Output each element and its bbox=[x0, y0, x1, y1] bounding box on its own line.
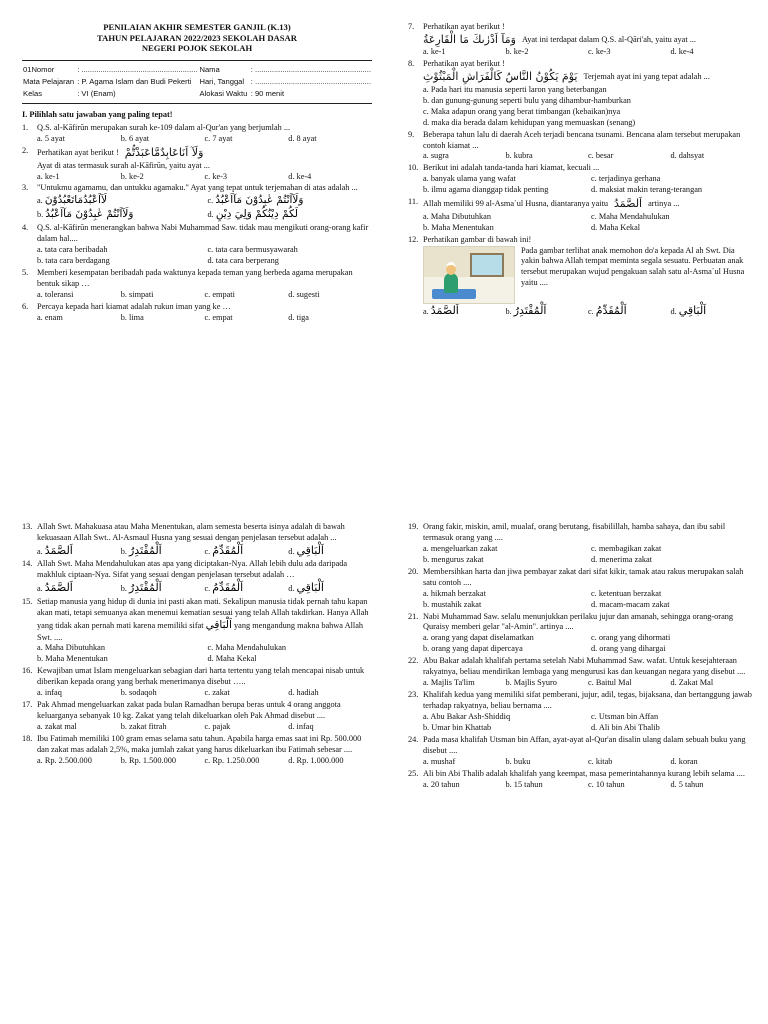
option-letter: a. bbox=[37, 584, 43, 594]
option-d[interactable]: d. tiga bbox=[288, 312, 309, 322]
option-letter: a. bbox=[423, 306, 429, 316]
answer-options bbox=[423, 212, 753, 234]
arabic-name: اَلصَّمَدُ bbox=[614, 197, 643, 211]
option-d[interactable]: d. hadiah bbox=[288, 688, 319, 698]
answer-options bbox=[37, 313, 372, 324]
option-letter: c. bbox=[207, 196, 214, 206]
option-c[interactable]: c. Maha Mendahulukan bbox=[591, 211, 670, 221]
question-7 bbox=[408, 22, 753, 58]
option-a[interactable]: a. ke-1 bbox=[423, 47, 446, 57]
option-c[interactable]: c. Rp. 1.250.000 bbox=[204, 755, 260, 765]
option-arabic: اَلْبَاقِي bbox=[296, 543, 324, 557]
option-arabic: اَلْمُقَدِّمُ bbox=[212, 543, 244, 557]
arabic-verse: وَلَآ اَنَاعَابِدٌمَّاعَبَدْتُّمْ bbox=[124, 146, 204, 160]
question-14 bbox=[22, 559, 372, 595]
option-d[interactable]: d. 8 ayat bbox=[288, 134, 317, 144]
option-arabic: لَكُمْ دِيْنُكُمْ وَلِيَ دِيْنِ bbox=[215, 208, 298, 221]
answer-options bbox=[423, 757, 753, 768]
option-c[interactable]: c. ketentuan berzakat bbox=[591, 588, 662, 598]
question-25 bbox=[408, 769, 753, 791]
option-a[interactable]: a. tata cara beribadah bbox=[37, 244, 108, 254]
question-text: Pada masa khalifah Utsman bin Affan, ayat-ayat al-Qur'an disalin ulang dalam sebuah buku yang disebut .... bbox=[423, 734, 746, 755]
option-d[interactable]: d. tata cara berperang bbox=[207, 255, 279, 265]
question-6 bbox=[22, 302, 372, 324]
question-text: Memberi kesempatan beribadah pada waktunya kepada teman yang berbeda agama merupakan bentuk sikap … bbox=[37, 267, 353, 288]
question-number: 20. bbox=[408, 566, 419, 576]
option-d[interactable] bbox=[671, 304, 754, 319]
option-a[interactable]: a. Pada hari itu manusia seperti laron yang beterbangan bbox=[423, 84, 607, 94]
answer-options bbox=[423, 47, 753, 58]
option-b[interactable]: b. ilmu agama dianggap tidak penting bbox=[423, 185, 549, 195]
answer-options bbox=[423, 151, 753, 162]
answer-options bbox=[423, 304, 753, 319]
question-text: Perhatikan ayat berikut ! bbox=[423, 22, 505, 31]
question-text: Perhatikan ayat berikut ! bbox=[423, 59, 505, 69]
option-b[interactable]: b. Maha Menentukan bbox=[423, 222, 494, 232]
option-c[interactable]: c. tata cara bermusyawarah bbox=[207, 244, 298, 254]
option-b[interactable] bbox=[506, 304, 589, 319]
column-bottom-left bbox=[22, 522, 372, 768]
option-d[interactable] bbox=[288, 544, 372, 559]
option-letter: b. bbox=[37, 210, 44, 220]
option-a[interactable]: a. hikmah berzakat bbox=[423, 588, 486, 598]
header-line-2: TAHUN PELAJARAN 2022/2023 SEKOLAH DASAR bbox=[97, 32, 297, 43]
question-number: 24. bbox=[408, 734, 419, 744]
question-text: Ayat ini terdapat dalam Q.S. al-Qāri'ah, yaitu ayat ... bbox=[521, 34, 696, 44]
option-b[interactable]: b. 15 tahun bbox=[505, 779, 543, 789]
question-20 bbox=[408, 567, 753, 611]
option-letter: a. bbox=[37, 196, 43, 206]
answer-options bbox=[37, 172, 372, 183]
option-letter: c. bbox=[204, 546, 211, 556]
answer-options bbox=[37, 643, 372, 665]
question-text: Ali bin Abi Thalib adalah khalifah yang keempat, masa pemerintahannya kurang lebih selama .... bbox=[423, 768, 745, 778]
option-arabic: اَلْمُقَدِّمُ bbox=[595, 303, 627, 317]
question-text: Q.S. al-Kāfirūn menerangkan bahwa Nabi Muhammad Saw. tidak mau mengikuti orang-orang kafir dalam hal.... bbox=[37, 223, 369, 244]
option-b[interactable]: b. Umar bin Khattab bbox=[423, 722, 492, 732]
option-a[interactable]: a. orang yang dapat diselamatkan bbox=[423, 633, 534, 643]
option-arabic: اَلْمُقْتَدِرُ bbox=[513, 303, 547, 317]
question-text: Pada gambar terlihat anak memohon do'a kepada Al ah Swt. Dia yakin bahwa Allah tempat meminta segala sesuatu. Perbuatan anak tersebut merupakan wujud pengakuan salah satu al-Asma`ul Husna yaitu .... bbox=[521, 245, 745, 288]
question-number: 5. bbox=[22, 267, 29, 277]
column-top-left bbox=[22, 22, 372, 325]
option-d[interactable] bbox=[208, 208, 373, 222]
answer-options bbox=[37, 194, 372, 222]
question-15 bbox=[22, 597, 372, 666]
option-c[interactable]: c. 10 tahun bbox=[588, 779, 625, 789]
option-b[interactable]: b. kubra bbox=[505, 151, 533, 161]
option-d[interactable]: d. menerima zakat bbox=[591, 554, 653, 564]
question-number: 3. bbox=[22, 183, 29, 193]
question-8 bbox=[408, 59, 753, 128]
option-a[interactable]: a. Maha Dibutuhkan bbox=[423, 211, 491, 221]
question-13 bbox=[22, 522, 372, 558]
option-arabic: اَلصَّمَدُ bbox=[44, 543, 73, 557]
praying-child-illustration bbox=[423, 246, 515, 304]
option-d[interactable]: d. Rp. 1.000.000 bbox=[288, 755, 344, 765]
option-d[interactable]: d. ke-4 bbox=[670, 47, 694, 57]
question-text: Pak Ahmad mengeluarkan zakat pada bulan Ramadhan berupa beras untuk 4 orang anggota keluarganya sebanyak 10 kg. Zakat yang telah dikeluarkan oleh Pak Ahmad disebut .... bbox=[37, 700, 341, 721]
answer-options bbox=[423, 633, 753, 655]
option-b[interactable]: b. Rp. 1.500.000 bbox=[120, 755, 177, 765]
question-3 bbox=[22, 183, 372, 222]
question-text: Beberapa tahun lalu di daerah Aceh terjadi bencana tsunami. Bencana alam tersebut merupakan contoh kiamat ... bbox=[423, 129, 741, 150]
option-letter: d. bbox=[288, 546, 295, 556]
answer-options bbox=[423, 174, 753, 196]
option-a[interactable]: a. banyak ulama yang wafat bbox=[423, 174, 516, 184]
question-2 bbox=[22, 146, 372, 182]
question-10 bbox=[408, 163, 753, 196]
option-letter: c. bbox=[204, 584, 211, 594]
mapel-label: Mata Pelajaran bbox=[23, 77, 75, 87]
option-c[interactable]: c. pajak bbox=[204, 722, 231, 732]
option-arabic: وَلَآاَنْتُمْ عٰبِدُوْنَ مَآاَعْبُدُ bbox=[215, 194, 304, 207]
option-d[interactable]: d. maka dia berada dalam kehidupan yang memuaskan (senang) bbox=[423, 117, 636, 127]
question-text: Kewajiban umat Islam mengeluarkan sebagian dari harta tertentu yang telah mencapai nisab untuk diberikan kepada orang yang berhak menerimanya disebut ….. bbox=[37, 666, 365, 687]
option-a[interactable]: a. 20 tahun bbox=[423, 779, 460, 789]
arabic-name: اَلْبَاقِي bbox=[205, 618, 232, 631]
option-arabic: اَلْمُقْتَدِرُ bbox=[128, 543, 162, 557]
option-c[interactable]: c. Maka adapun orang yang berat timbangan (kebaikan)nya bbox=[423, 106, 621, 116]
hari-field[interactable]: : ....................................................... bbox=[250, 77, 371, 87]
question-number: 6. bbox=[22, 301, 29, 311]
option-c[interactable]: c. ke-3 bbox=[204, 171, 228, 181]
question-12 bbox=[408, 235, 753, 318]
option-d[interactable]: d. Maha Kekal bbox=[591, 222, 641, 232]
option-b[interactable] bbox=[121, 581, 205, 596]
option-a[interactable] bbox=[37, 581, 121, 596]
answer-options bbox=[37, 245, 372, 267]
answer-options bbox=[37, 544, 372, 559]
question-number: 14. bbox=[22, 559, 33, 569]
option-letter: a. bbox=[37, 546, 43, 556]
answer-options bbox=[37, 688, 372, 699]
option-d[interactable]: d. dahsyat bbox=[670, 151, 705, 161]
option-c[interactable]: c. 7 ayat bbox=[204, 134, 233, 144]
nomor-label: 01Nomor bbox=[23, 65, 55, 75]
option-c[interactable]: c. Utsman bin Affan bbox=[591, 711, 659, 721]
question-text: "Untukmu agamamu, dan untukku agamaku." Ayat yang tepat untuk terjemahan di atas adalah ... bbox=[37, 183, 358, 193]
question-text: Khalifah kedua yang memiliki sifat pemberani, jujur, adil, tegas, bijaksana, dan bertanggung jawab terhadap rakyatnya, beliau bernama .... bbox=[423, 690, 752, 710]
waktu-label: Alokasi Waktu bbox=[199, 89, 248, 99]
question-number: 4. bbox=[22, 223, 29, 233]
question-text: Allah Swt. Maha Mendahulukan atas apa yang diciptakan-Nya. Allah lebih dulu ada daripada makhluk ciptaan-Nya. Sifat yang sesuai dengan penjelasan tersebut adalah … bbox=[37, 559, 348, 580]
option-a[interactable]: a. ke-1 bbox=[37, 171, 60, 181]
question-number: 1. bbox=[22, 123, 29, 133]
question-number: 12. bbox=[408, 234, 419, 244]
option-b[interactable]: b. dan gunung-gunung seperti bulu yang dihambur-hamburkan bbox=[423, 95, 631, 105]
question-text: artinya ... bbox=[648, 199, 680, 208]
option-a[interactable] bbox=[37, 194, 202, 208]
header-line-3: NEGERI POJOK SEKOLAH bbox=[141, 43, 253, 54]
option-c[interactable]: c. Baitul Mal bbox=[588, 678, 632, 688]
option-a[interactable]: a. zakat mal bbox=[37, 722, 77, 732]
option-d[interactable]: d. maksiat makin terang-terangan bbox=[591, 185, 703, 195]
question-number: 22. bbox=[408, 656, 419, 666]
option-c[interactable]: c. kitab bbox=[588, 756, 613, 766]
identity-divider bbox=[22, 103, 372, 104]
option-c[interactable]: c. orang yang dihormati bbox=[591, 633, 671, 643]
answer-options bbox=[37, 581, 372, 596]
question-text: Ayat di atas termasuk surah al-Kāfirūn, yaitu ayat ... bbox=[37, 160, 210, 170]
question-text: Perhatikan ayat berikut ! bbox=[37, 147, 119, 157]
answer-options bbox=[423, 589, 753, 611]
option-b[interactable]: b. ke-2 bbox=[120, 171, 144, 181]
option-c[interactable]: c. ke-3 bbox=[588, 47, 611, 57]
answer-options bbox=[423, 678, 753, 689]
question-text: Abu Bakar adalah khalifah pertama setelah Nabi Muhammad Saw. wafat. Untuk kesejahteraan rakyatnya, beliau mendirikan lembaga yang mengurusi kas dan keuangan negara yang disebut .... bbox=[423, 656, 746, 677]
answer-options bbox=[37, 290, 372, 301]
question-18 bbox=[22, 734, 372, 767]
option-d[interactable]: d. infaq bbox=[288, 722, 314, 732]
question-text: Terjemah ayat ini yang tepat adalah ... bbox=[583, 72, 710, 82]
question-11 bbox=[408, 197, 753, 233]
option-b[interactable]: b. sodaqoh bbox=[120, 688, 157, 698]
question-number: 11. bbox=[408, 197, 419, 207]
option-d[interactable]: d. orang yang dihargai bbox=[591, 644, 666, 654]
question-text: Setiap manusia yang hidup di dunia ini pasti akan mati. Sekalipun manusia tidak pernah tahu kapan akan mati, tetapi semuanya akan menemui kematian sesuai yang telah Allah takdirkan. Hanya Allah yang tidak akan pernah mati karena memiliki sifat bbox=[37, 596, 369, 630]
header-line-1: PENILAIAN AKHIR SEMESTER GANJIL (K.13) bbox=[103, 22, 291, 32]
option-a[interactable]: a. mengeluarkan zakat bbox=[423, 543, 498, 553]
option-b[interactable] bbox=[37, 208, 202, 222]
option-d[interactable]: d. 5 tahun bbox=[670, 779, 704, 789]
option-c[interactable]: c. terjadinya gerhana bbox=[591, 174, 661, 184]
question-text: Berikut ini adalah tanda-tanda hari kiamat, kecuali ... bbox=[423, 163, 600, 173]
option-letter: d. bbox=[288, 584, 295, 594]
option-c[interactable]: c. zakat bbox=[204, 688, 230, 698]
section-title: I. Pilihlah satu jawaban yang paling tepat! bbox=[22, 110, 173, 120]
option-b[interactable]: b. mengurus zakat bbox=[423, 554, 484, 564]
option-a[interactable]: a. mushaf bbox=[423, 756, 456, 766]
question-text: Allah memiliki 99 al-Asma`ul Husna, diantaranya yaitu bbox=[423, 199, 609, 208]
column-bottom-right bbox=[408, 522, 753, 792]
kelas-value: : VI (Enam) bbox=[77, 89, 116, 99]
option-arabic: اَلْمُقَدِّمُ bbox=[212, 581, 244, 595]
option-b[interactable]: b. Maha Menentukan bbox=[37, 654, 108, 664]
question-text: Allah Swt. Mahakuasa atau Maha Menentukan, alam semesta beserta isinya adalah di bawah kekuasaan Allah Swt.. Al-Asmaul Husna yang sesuai dengan penjelasan tersebut adalah ... bbox=[37, 522, 345, 542]
nomor-field[interactable]: : ....................................................... bbox=[77, 65, 198, 75]
option-letter: b. bbox=[120, 584, 127, 594]
question-number: 2. bbox=[22, 146, 29, 156]
question-number: 9. bbox=[408, 129, 415, 139]
option-b[interactable]: b. simpati bbox=[120, 289, 154, 299]
question-22 bbox=[408, 656, 753, 689]
question-number: 16. bbox=[22, 666, 33, 676]
option-c[interactable] bbox=[588, 304, 671, 319]
question-number: 15. bbox=[22, 596, 33, 606]
option-d[interactable]: d. macam-macam zakat bbox=[591, 599, 670, 609]
option-a[interactable]: a. infaq bbox=[37, 688, 62, 698]
question-21 bbox=[408, 612, 753, 656]
answer-options bbox=[423, 544, 753, 566]
option-letter: b. bbox=[120, 546, 127, 556]
answer-options bbox=[37, 756, 372, 767]
question-text: Membersihkan harta dan jiwa pembayar zakat dari sifat kikir, tamak atau rakus merupakan salah satu contoh .... bbox=[423, 566, 744, 587]
question-number: 23. bbox=[408, 690, 419, 700]
mapel-value: : P. Agama Islam dan Budi Pekerti bbox=[77, 77, 192, 87]
option-b[interactable]: b. Majlis Syuro bbox=[505, 678, 557, 688]
question-4 bbox=[22, 223, 372, 267]
question-text: yang mengandung makna bahwa Allah Swt. .... bbox=[37, 620, 364, 642]
question-24 bbox=[408, 735, 753, 768]
option-arabic: اَلْبَاقِي bbox=[296, 581, 324, 595]
option-c[interactable] bbox=[208, 194, 373, 208]
question-number: 17. bbox=[22, 700, 33, 710]
option-d[interactable]: d. sugesti bbox=[288, 289, 320, 299]
option-b[interactable]: b. ke-2 bbox=[505, 47, 529, 57]
option-b[interactable]: b. buku bbox=[505, 756, 531, 766]
option-d[interactable]: d. ke-4 bbox=[288, 171, 312, 181]
option-d[interactable]: d. Maha Kekal bbox=[207, 654, 257, 664]
option-c[interactable] bbox=[205, 581, 289, 596]
exam-header bbox=[22, 22, 372, 54]
question-text: Perhatikan gambar di bawah ini! bbox=[423, 234, 532, 244]
option-d[interactable]: d. Ali bin Abi Thalib bbox=[591, 722, 660, 732]
nama-label: Nama bbox=[199, 65, 220, 75]
answer-options bbox=[423, 712, 753, 734]
option-arabic: اَلْبَاقِي bbox=[678, 303, 707, 317]
option-a[interactable]: a. Abu Bakar Ash-Shiddiq bbox=[423, 711, 511, 721]
answer-options bbox=[423, 780, 753, 791]
option-d[interactable]: d. koran bbox=[670, 756, 698, 766]
option-b[interactable]: b. lima bbox=[120, 312, 144, 322]
option-a[interactable]: a. toleransi bbox=[37, 289, 74, 299]
question-16 bbox=[22, 666, 372, 699]
question-text: Nabi Muhammad Saw. selalu menunjukkan perilaku jujur dan amanah, sehingga orang-orang Quraisy memberi gelar "al-Amin". artinya .... bbox=[423, 611, 734, 632]
option-a[interactable] bbox=[37, 544, 121, 559]
option-b[interactable]: b. tata cara berdagang bbox=[37, 255, 110, 265]
hari-label: Hari, Tanggal bbox=[199, 77, 245, 87]
question-9 bbox=[408, 130, 753, 163]
option-arabic: اَلصَّمَدُ bbox=[430, 303, 459, 317]
option-arabic: لَآاَعْبُدُمَاتَعْبُدُوْنَ bbox=[44, 194, 107, 207]
option-a[interactable]: a. Maha Dibutuhkan bbox=[37, 643, 105, 653]
option-a[interactable]: a. enam bbox=[37, 312, 63, 322]
answer-options bbox=[423, 85, 753, 129]
question-19 bbox=[408, 522, 753, 566]
question-number: 18. bbox=[22, 733, 33, 743]
question-number: 21. bbox=[408, 611, 419, 621]
option-arabic: اَلصَّمَدُ bbox=[44, 581, 73, 595]
option-a[interactable] bbox=[423, 304, 506, 319]
option-letter: d. bbox=[207, 210, 214, 220]
question-text: Orang fakir, miskin, amil, mualaf, orang berutang, fisabilillah, hamba sahaya, dan ibu sabil termasuk orang yang .... bbox=[423, 522, 726, 542]
question-number: 8. bbox=[408, 59, 415, 69]
nama-field[interactable]: : ....................................................... bbox=[250, 65, 371, 75]
option-d[interactable]: d. Zakat Mal bbox=[670, 678, 714, 688]
option-b[interactable] bbox=[121, 544, 205, 559]
question-number: 10. bbox=[408, 163, 419, 173]
option-a[interactable]: a. Rp. 2.500.000 bbox=[37, 755, 92, 765]
question-text: Ibu Fatimah memiliki 100 gram emas selama satu tahun. Apabila harga emas saat ini Rp. 500.000 dan zakat mas adalah 2,5%, maka jumlah zakat yang harus dikeluarkan ibu Fatimah sebesar .... bbox=[37, 733, 362, 754]
option-letter: c. bbox=[588, 306, 594, 316]
question-17 bbox=[22, 700, 372, 733]
question-1 bbox=[22, 123, 372, 145]
question-number: 19. bbox=[408, 522, 419, 531]
option-a[interactable]: a. sugra bbox=[423, 151, 449, 161]
answer-options bbox=[37, 722, 372, 733]
column-top-right bbox=[408, 22, 753, 319]
option-a[interactable]: a. Majlis Ta'lim bbox=[423, 678, 475, 688]
question-text: Q.S. al-Kāfirūn merupakan surah ke-109 dalam al-Qur'an yang berjumlah ... bbox=[37, 123, 291, 133]
option-b[interactable]: b. orang yang dapat dipercaya bbox=[423, 644, 523, 654]
question-number: 7. bbox=[408, 22, 415, 31]
kelas-label: Kelas bbox=[23, 89, 42, 99]
option-c[interactable]: c. empat bbox=[204, 312, 233, 322]
arabic-verse: يَوْمَ يَكُوْنُ النَّاسُ كَالْفَرَاشِ الْمَبْثُوْثِ bbox=[423, 70, 578, 84]
option-arabic: اَلْمُقْتَدِرُ bbox=[128, 581, 162, 595]
answer-options bbox=[37, 134, 372, 145]
option-a[interactable]: a. 5 ayat bbox=[37, 134, 65, 144]
option-b[interactable]: b. 6 ayat bbox=[120, 134, 150, 144]
option-letter: b. bbox=[505, 306, 512, 316]
option-arabic: وَلَآاَنْتُمْ عٰبِدُوْنَ مَآاَعْبُدُ bbox=[45, 208, 134, 221]
student-identity-table bbox=[22, 64, 372, 100]
question-text: Percaya kepada hari kiamat adalah rukun iman yang ke … bbox=[37, 301, 231, 311]
question-23 bbox=[408, 690, 753, 734]
option-c[interactable]: c. empati bbox=[204, 289, 235, 299]
option-c[interactable]: c. besar bbox=[588, 151, 614, 161]
option-c[interactable]: c. Maha Mendahulukan bbox=[207, 643, 287, 653]
option-d[interactable] bbox=[288, 581, 372, 596]
option-b[interactable]: b. mustahik zakat bbox=[423, 599, 482, 609]
question-5 bbox=[22, 268, 372, 301]
option-letter: d. bbox=[670, 306, 677, 316]
question-number: 13. bbox=[22, 522, 33, 531]
waktu-value: : 90 menit bbox=[250, 89, 285, 99]
question-number: 25. bbox=[408, 768, 419, 778]
option-c[interactable]: c. membagikan zakat bbox=[591, 543, 662, 553]
option-c[interactable] bbox=[205, 544, 289, 559]
header-divider bbox=[22, 60, 372, 61]
arabic-verse: وَمَآ اَدْرٰىكَ مَا الْقَارِعَةُ bbox=[423, 32, 516, 46]
option-b[interactable]: b. zakat fitrah bbox=[120, 722, 167, 732]
